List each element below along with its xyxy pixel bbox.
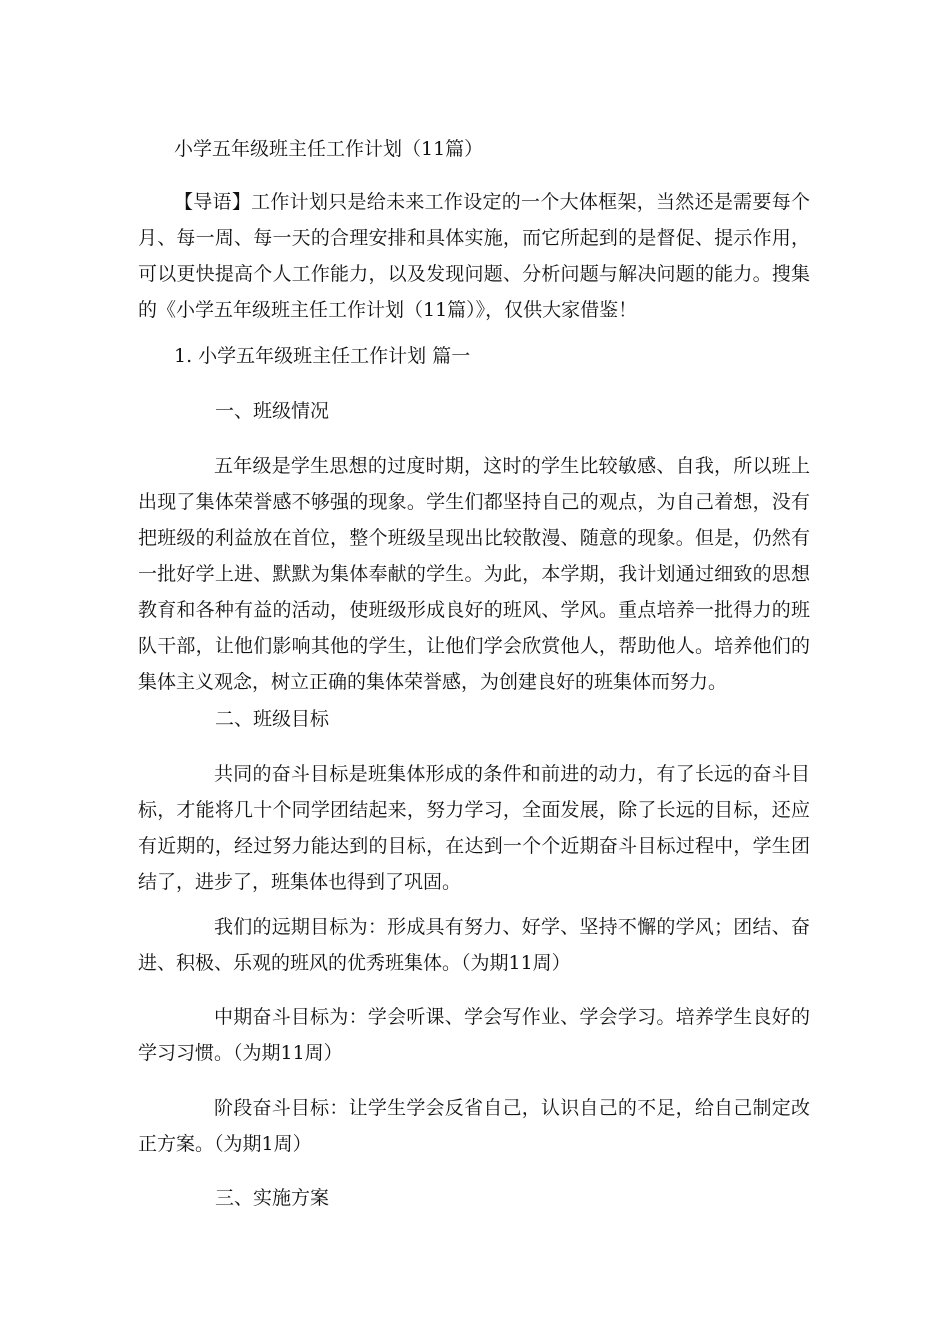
heading-class-goals: 二、班级目标 (215, 708, 330, 730)
paragraph-class-goals: 共同的奋斗目标是班集体形成的条件和前进的动力，有了长远的奋斗目标，才能将几十个同学团结起来，努力学习，全面发展，除了长远的目标，还应有近期的，经过努力能达到的目标，在达到一个个近期奋斗目标过程中，学生团结了，进步了，班集体也得到了巩固。 (138, 763, 810, 893)
intro-paragraph: 【导语】工作计划只是给未来工作设定的一个大体框架，当然还是需要每个月、每一周、每一天的合理安排和具体实施，而它所起到的是督促、提示作用，可以更快提高个人工作能力，以及发现问题、分析问题与解决问题的能力。搜集的《小学五年级班主任工作计划（11篇）》，仅供大家借鉴！ (138, 191, 810, 321)
heading-implementation: 三、实施方案 (215, 1187, 330, 1209)
heading-class-situation: 一、班级情况 (215, 400, 330, 422)
section-title: 1. 小学五年级班主任工作计划 篇一 (174, 345, 471, 367)
paragraph-class-situation: 五年级是学生思想的过度时期，这时的学生比较敏感、自我，所以班上出现了集体荣誉感不够强的现象。学生们都坚持自己的观点，为自己着想，没有把班级的利益放在首位，整个班级呈现出比较散漫、随意的现象。但是，仍然有一批好学上进、默默为集体奉献的学生。为此，本学期，我计划通过细致的思想教育和各种有益的活动，使班级形成良好的班风、学风。重点培养一批得力的班队干部，让他们影响其他的学生，让他们学会欣赏他人，帮助他人。培养他们的集体主义观念，树立正确的集体荣誉感，为创建良好的班集体而努力。 (138, 455, 810, 693)
paragraph-long-term-goal: 我们的远期目标为：形成具有努力、好学、坚持不懈的学风；团结、奋进、积极、乐观的班风的优秀班集体。（为期11周） (138, 916, 810, 974)
paragraph-mid-term-goal: 中期奋斗目标为：学会听课、学会写作业、学会学习。培养学生良好的学习习惯。（为期11周） (138, 1006, 810, 1064)
document-title: 小学五年级班主任工作计划（11篇） (174, 138, 484, 160)
paragraph-stage-goal: 阶段奋斗目标：让学生学会反省自己，认识自己的不足，给自己制定改正方案。（为期1周） (138, 1097, 810, 1155)
